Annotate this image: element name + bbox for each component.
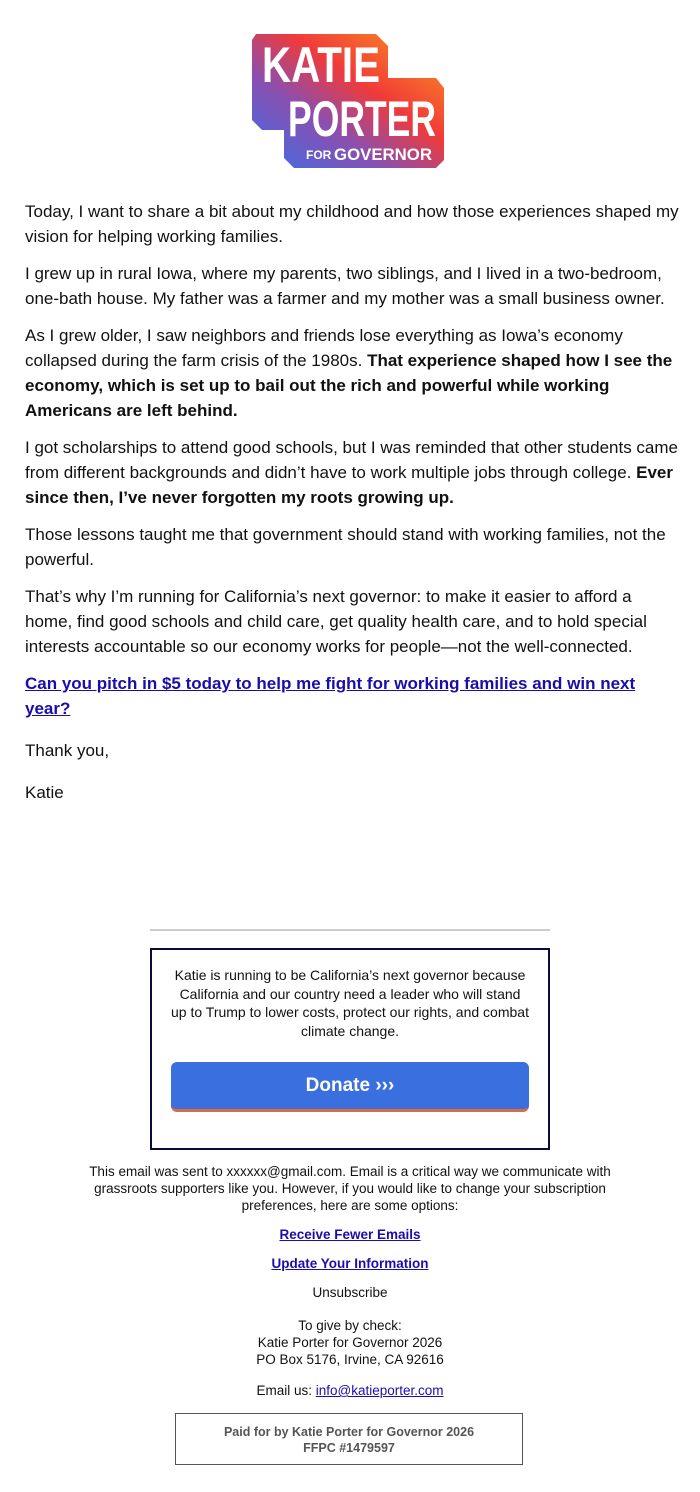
- paid-for-disclaimer: Paid for by Katie Porter for Governor 2026 FFPC #1479597: [175, 1413, 523, 1465]
- svg-text:GOVERNOR: GOVERNOR: [334, 145, 432, 164]
- check-name: Katie Porter for Governor 2026: [257, 1335, 443, 1350]
- donate-box: [150, 948, 550, 1150]
- divider: [150, 929, 550, 931]
- email-body: [25, 199, 680, 817]
- check-address: PO Box 5176, Irvine, CA 92616: [256, 1352, 444, 1367]
- paragraph: I grew up in rural Iowa, where my parents, two siblings, and I lived in a two-bedroom, one-bath house. My father was a farmer and my mother was a small business owner.: [25, 264, 665, 308]
- svg-text:PORTER: PORTER: [288, 91, 436, 147]
- footer: [60, 1163, 640, 1399]
- signature: Katie: [25, 783, 64, 802]
- check-label: To give by check:: [298, 1318, 402, 1333]
- subscription-notice: This email was sent to xxxxxx@gmail.com. Email is a critical way we communicate with grassroots supporters like you. However, if you would like to change your subscription preferences, here are some options:: [89, 1164, 611, 1213]
- donate-button[interactable]: Donate ›››: [171, 1062, 529, 1112]
- receive-fewer-emails-link[interactable]: Receive Fewer Emails: [279, 1227, 421, 1242]
- contact-email-link[interactable]: info@katieporter.com: [315, 1383, 444, 1398]
- paragraph: That’s why I’m running for California’s next governor: to make it easier to afford a home, find good schools and child care, get quality health care, and to hold special interests accountable so our economy works for people—not the well-connected.: [25, 587, 647, 656]
- paragraph: I got scholarships to attend good schools, but I was reminded that other students came from different backgrounds and didn’t have to work multiple jobs through college. Ever since then, I’ve never forgotten my roots growing up.: [25, 438, 678, 507]
- svg-text:KATIE: KATIE: [262, 37, 380, 93]
- paragraph: Those lessons taught me that government should stand with working families, not the powerful.: [25, 525, 666, 569]
- update-information-link[interactable]: Update Your Information: [271, 1256, 429, 1271]
- paragraph: Today, I want to share a bit about my childhood and how those experiences shaped my vision for helping working families.: [25, 202, 679, 246]
- svg-text:FOR: FOR: [306, 148, 332, 162]
- donate-box-text: Katie is running to be California’s next governor because California and our country need a leader who will stand up to Trump to lower costs, protect our rights, and combat climate change.: [171, 967, 529, 1039]
- donate-5-link[interactable]: Can you pitch in $5 today to help me fight for working families and win next year?: [25, 674, 636, 718]
- paragraph: As I grew older, I saw neighbors and friends lose everything as Iowa’s economy collapsed during the farm crisis of the 1980s. That experience shaped how I see the economy, which is set up to bail out the rich and powerful while working Americans are left behind.: [25, 326, 673, 420]
- unsubscribe-link[interactable]: Unsubscribe: [312, 1285, 388, 1300]
- closing: Thank you,: [25, 741, 110, 760]
- katie-porter-logo: [248, 30, 454, 172]
- email-us: Email us: info@katieporter.com: [256, 1383, 444, 1398]
